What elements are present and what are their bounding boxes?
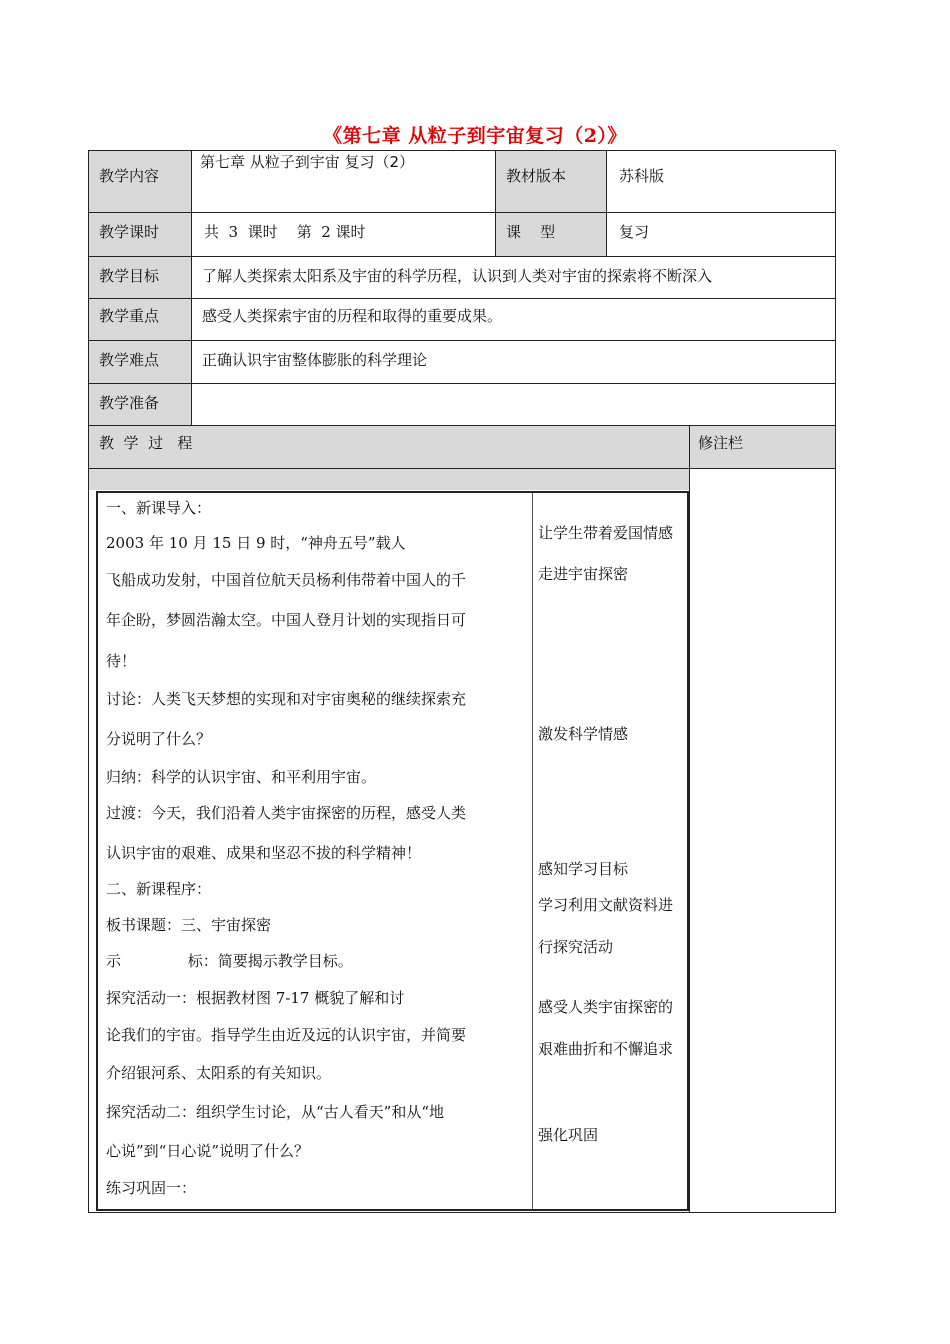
side-note: 让学生带着爱国情感 (538, 524, 674, 542)
process-line: 讨论：人类飞天梦想的实现和对宇宙奥秘的继续探索充 (106, 690, 467, 708)
edition-label: 教材版本 (496, 151, 606, 212)
process-line: 飞船成功发射，中国首位航天员杨利伟带着中国人的千 (106, 571, 467, 589)
content-value: 第七章 从粒子到宇宙 复习（2） (200, 153, 415, 171)
process-line: 练习巩固一： (106, 1179, 197, 1197)
process-line: 示 标：简要揭示教学目标。 (106, 952, 353, 970)
row-difficulty (89, 341, 835, 384)
process-line: 归纳：科学的认识宇宙、和平利用宇宙。 (106, 768, 377, 786)
goal-value: 了解人类探索太阳系及宇宙的科学历程，认识到人类对宇宙的探索将不断深入 (202, 267, 713, 285)
document-title: 《第七章 从粒子到宇宙复习（2）》 (323, 125, 627, 147)
edition-value: 苏科版 (619, 167, 665, 185)
process-line: 分说明了什么？ (106, 730, 212, 748)
row-process-strip (89, 469, 835, 490)
row-prep (89, 384, 835, 426)
row-hours (89, 213, 835, 257)
difficulty-value: 正确认识宇宙整体膨胀的科学理论 (202, 351, 428, 369)
process-line: 待！ (106, 652, 137, 670)
side-note: 强化巩固 (538, 1126, 599, 1144)
process-line: 板书课题：三、宇宙探密 (106, 916, 272, 934)
side-note: 感受人类宇宙探密的 (538, 998, 674, 1016)
hours-value: 共 3 课时 第 2 课时 (204, 223, 366, 241)
side-note: 感知学习目标 (538, 860, 629, 878)
prep-label: 教学准备 (89, 384, 191, 425)
process-line: 一、新课导入： (106, 499, 212, 517)
process-line: 二、新课程序： (106, 880, 212, 898)
process-line: 认识宇宙的艰难、成果和坚忍不拔的科学精神！ (106, 844, 422, 862)
process-line: 年企盼，梦圆浩瀚太空。中国人登月计划的实现指日可 (106, 611, 467, 629)
row-process-header (89, 426, 835, 469)
process-line: 过渡：今天，我们沿着人类宇宙探密的历程，感受人类 (106, 804, 467, 822)
side-note: 走进宇宙探密 (538, 565, 629, 583)
side-note: 艰难曲折和不懈追求 (538, 1040, 674, 1058)
focus-value: 感受人类探索宇宙的历程和取得的重要成果。 (202, 307, 503, 325)
side-note: 激发科学情感 (538, 725, 629, 743)
goal-label: 教学目标 (89, 257, 191, 298)
type-label: 课 型 (496, 213, 606, 256)
difficulty-label: 教学难点 (89, 341, 191, 383)
hours-label: 教学课时 (89, 213, 191, 256)
process-line: 2003 年 10 月 15 日 9 时，“神舟五号”载人 (106, 534, 406, 552)
row-content (89, 151, 835, 213)
row-focus (89, 299, 835, 341)
type-value: 复习 (619, 223, 650, 241)
process-line: 探究活动一：根据教材图 7-17 概貌了解和讨 (106, 989, 405, 1007)
process-line: 探究活动二：组织学生讨论，从“古人看天”和从“地 (106, 1103, 445, 1121)
process-label: 教 学 过 程 (89, 426, 689, 468)
process-line: 论我们的宇宙。指导学生由近及远的认识宇宙，并简要 (106, 1026, 467, 1044)
process-line: 介绍银河系、太阳系的有关知识。 (106, 1064, 332, 1082)
side-note: 学习利用文献资料进 (538, 896, 674, 914)
side-note: 行探究活动 (538, 938, 614, 956)
content-label: 教学内容 (89, 151, 191, 212)
row-goal (89, 257, 835, 299)
process-line: 心说”到“日心说”说明了什么？ (106, 1142, 310, 1160)
notes-label: 修注栏 (690, 426, 835, 468)
prep-value (192, 384, 835, 425)
focus-label: 教学重点 (89, 299, 191, 340)
